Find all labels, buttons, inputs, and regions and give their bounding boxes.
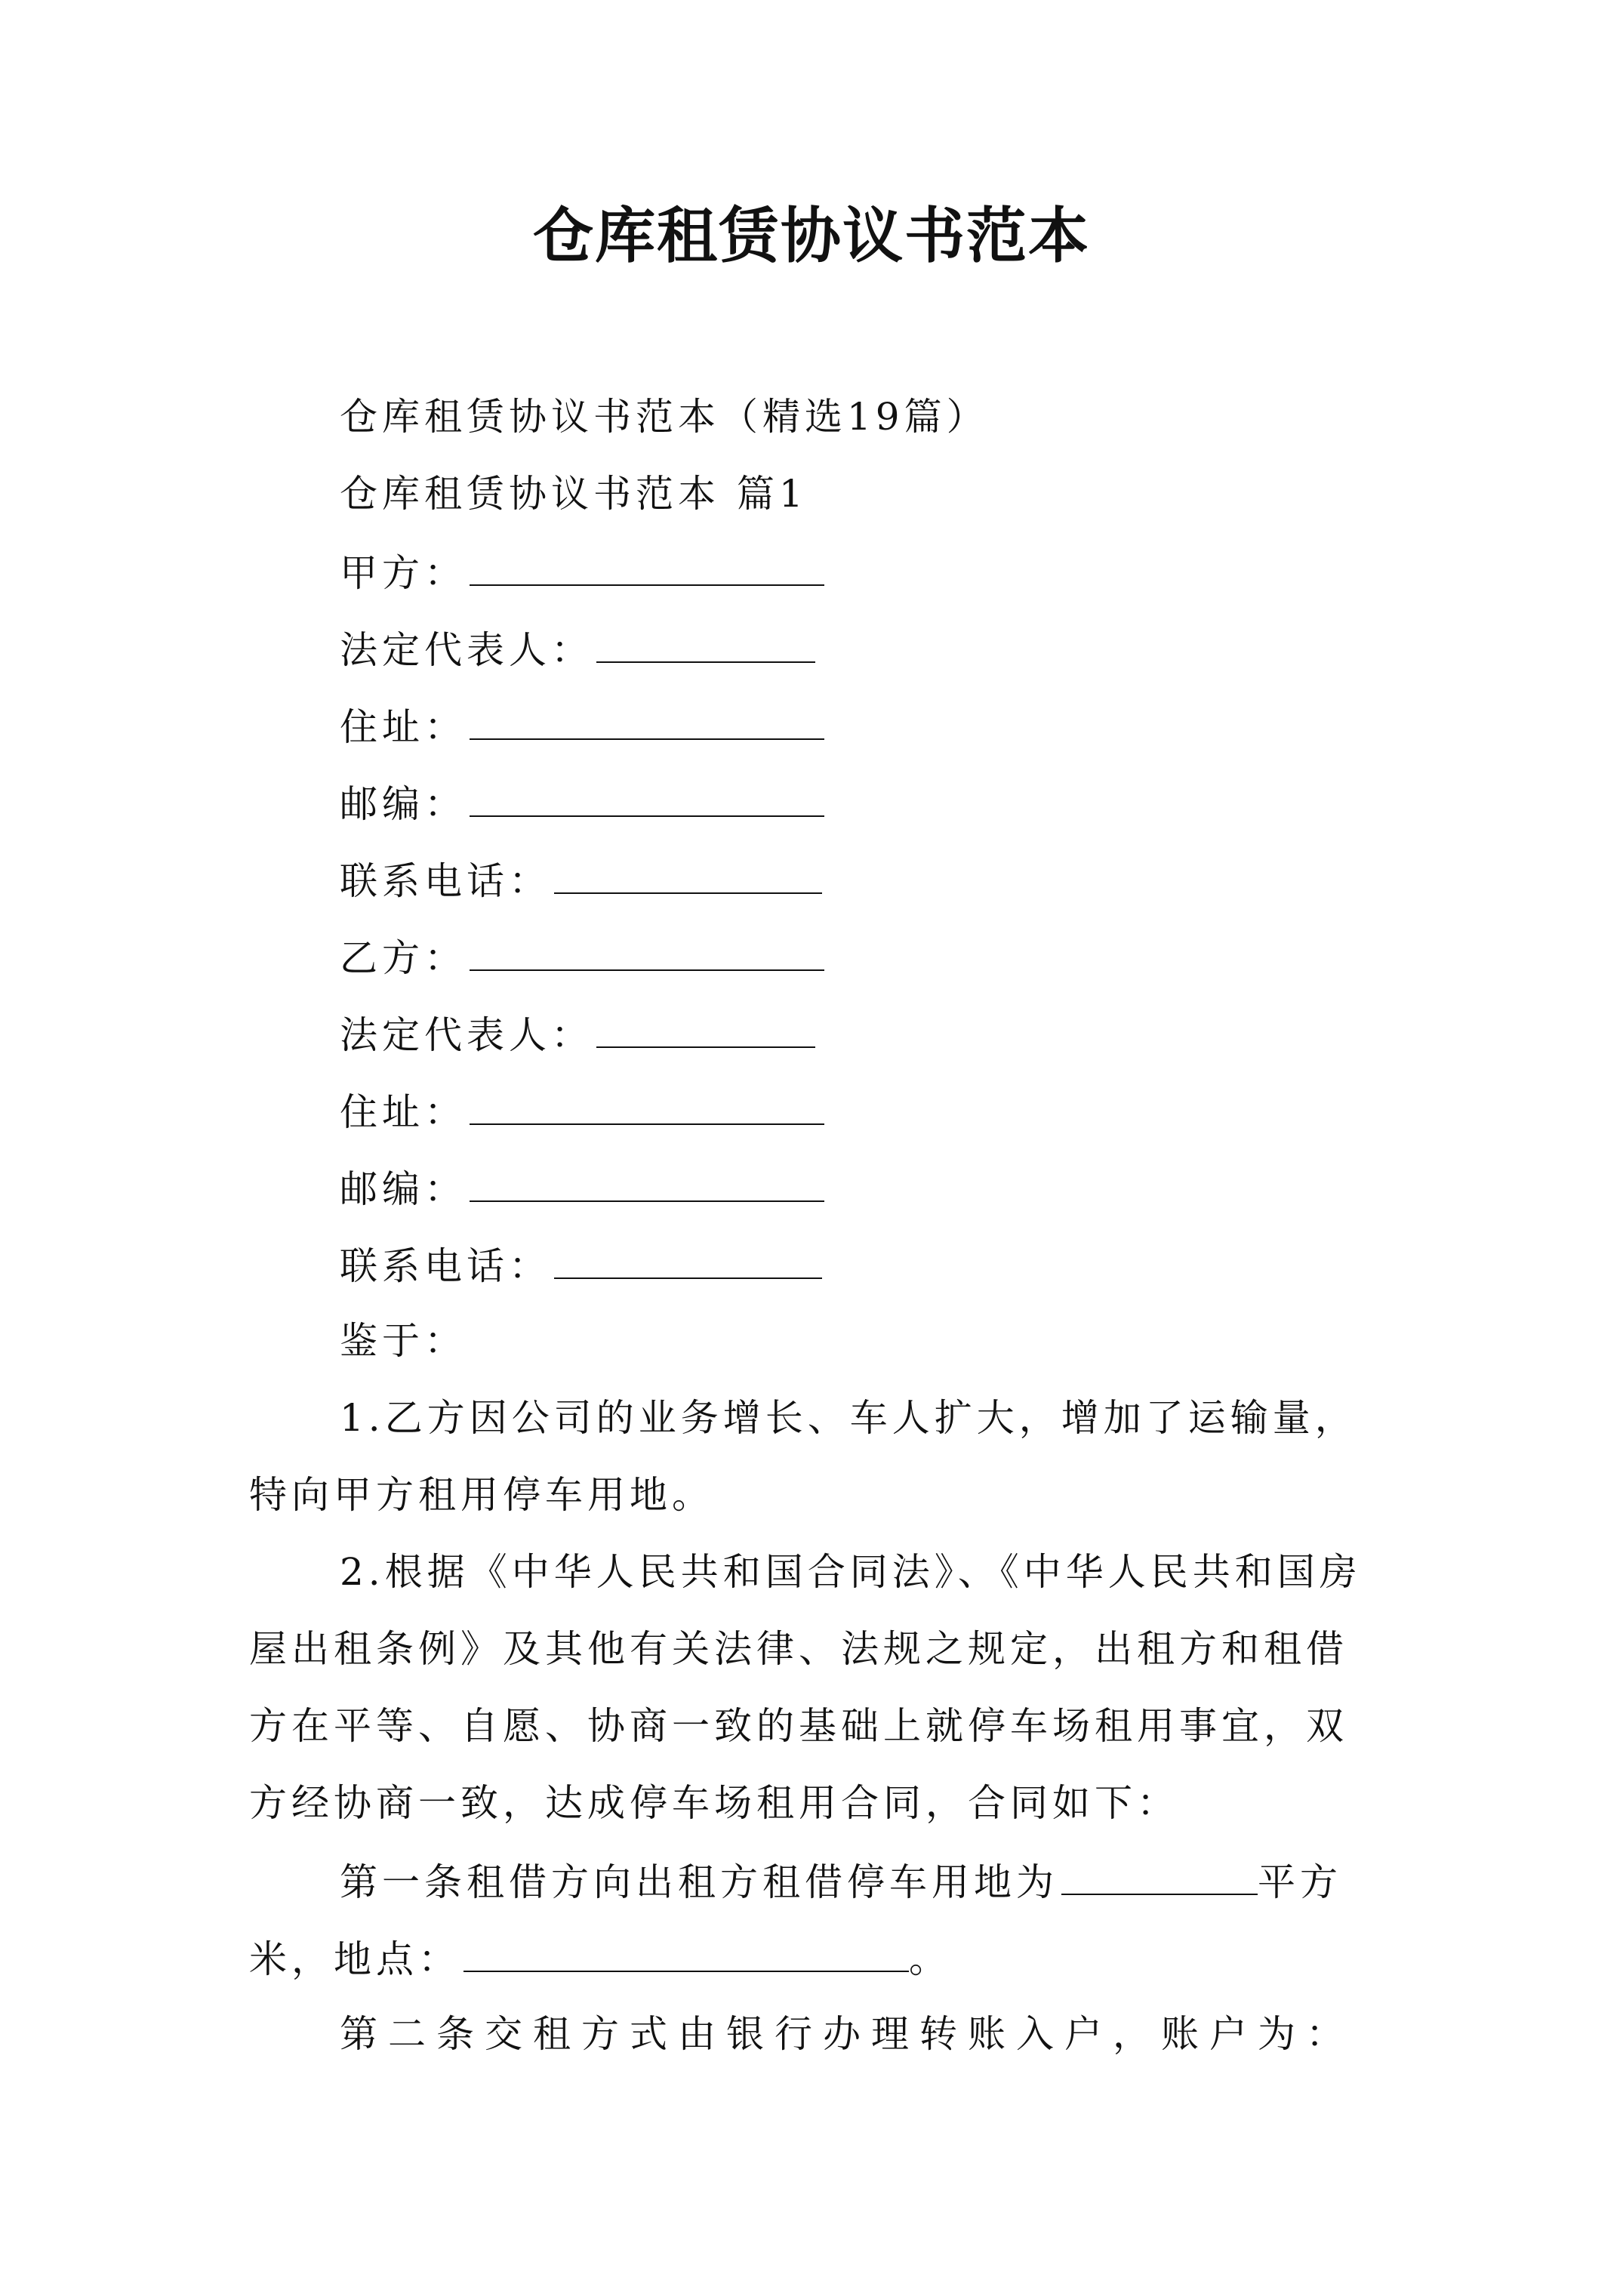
phone-b-field xyxy=(340,1240,1472,1290)
rep-a-label: 法定代表人： xyxy=(340,628,593,672)
article-1-text-a: 第一条租借方向出租方租借停车用地为 xyxy=(340,1860,1058,1904)
location-blank xyxy=(463,1933,909,1972)
article-1-line-2 xyxy=(249,1933,1381,1983)
article-1-text-d: 。 xyxy=(909,1937,951,1981)
section-heading: 仓库租赁协议书范本 篇1 xyxy=(340,472,808,516)
party-a-field xyxy=(340,547,1472,597)
phone-a-field xyxy=(340,855,1472,905)
phone-a-blank xyxy=(554,855,822,894)
addr-a-blank xyxy=(470,701,824,740)
article-2-line-1: 第二条交租方式由银行办理转账入户，账户为： xyxy=(340,2012,1354,2056)
zip-b-field xyxy=(340,1163,1472,1213)
rep-b-field xyxy=(340,1009,1472,1059)
zip-b-label: 邮编： xyxy=(340,1167,467,1211)
paragraph-2-line-2: 屋出租条例》及其他有关法律、法规之规定，出租方和租借 xyxy=(249,1627,1348,1671)
paragraph-1-line-2: 特向甲方租用停车用地。 xyxy=(249,1473,714,1517)
article-1-line-1 xyxy=(340,1856,1472,1906)
addr-b-field xyxy=(340,1086,1472,1136)
rep-b-blank xyxy=(596,1009,815,1048)
rep-a-blank xyxy=(596,624,815,663)
addr-b-label: 住址： xyxy=(340,1090,467,1134)
phone-a-label: 联系电话： xyxy=(340,859,551,903)
article-1-text-c: 米，地点： xyxy=(249,1937,460,1981)
paragraph-2-line-4: 方经协商一致，达成停车场租用合同，合同如下： xyxy=(249,1781,1179,1825)
party-b-label: 乙方： xyxy=(340,936,467,980)
subtitle: 仓库租赁协议书范本（精选19篇） xyxy=(340,395,989,439)
addr-a-field xyxy=(340,701,1472,751)
party-a-label: 甲方： xyxy=(340,551,467,595)
addr-b-blank xyxy=(470,1086,824,1125)
party-b-field xyxy=(340,932,1472,982)
paragraph-2-line-3: 方在平等、自愿、协商一致的基础上就停车场租用事宜，双 xyxy=(249,1704,1348,1748)
party-a-blank xyxy=(470,547,824,586)
zip-b-blank xyxy=(470,1163,824,1202)
party-b-blank xyxy=(470,932,824,971)
rep-b-label: 法定代表人： xyxy=(340,1013,593,1057)
document-title: 仓库租赁协议书范本 xyxy=(533,200,1090,271)
article-1-text-b: 平方 xyxy=(1258,1860,1342,1904)
rep-a-field xyxy=(340,624,1472,674)
phone-b-label: 联系电话： xyxy=(340,1244,551,1288)
addr-a-label: 住址： xyxy=(340,705,467,749)
whereas-label: 鉴于： xyxy=(340,1319,467,1363)
zip-a-label: 邮编： xyxy=(340,782,467,826)
paragraph-1-line-1: 1.乙方因公司的业务增长、车人扩大，增加了运输量， xyxy=(340,1396,1357,1440)
zip-a-field xyxy=(340,778,1472,828)
zip-a-blank xyxy=(470,778,824,817)
area-blank xyxy=(1061,1856,1258,1895)
paragraph-2-line-1: 2.根据《中华人民共和国合同法》、《中华人民共和国房 xyxy=(340,1550,1362,1594)
phone-b-blank xyxy=(554,1240,822,1279)
